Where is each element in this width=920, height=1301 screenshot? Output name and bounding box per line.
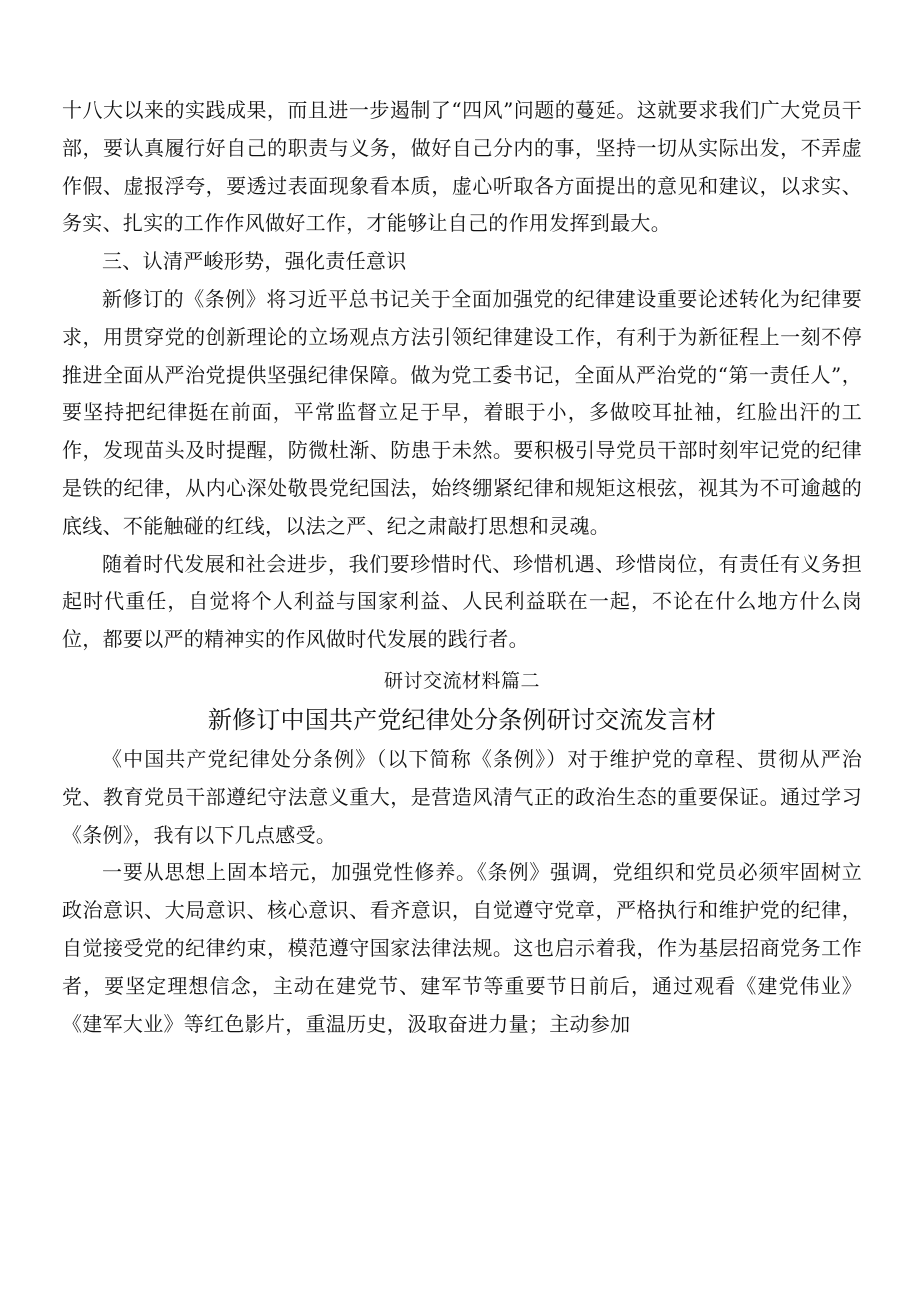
section-three-heading: 三、认清严峻形势，强化责任意识 [102,249,407,274]
section-three-paragraph-1: 新修订的《条例》将习近平总书记关于全面加强党的纪律建设重要论述转化为纪律要求，用贯穿党的创新理论的立场观点方法引领纪律建设工作，有利于为新征程上一刻不停推进全面从严治党提供坚强纪律保障。做为党工委书记，全面从严治党的“第一责任人”，要坚持把纪律挺在前面，平常监督立足于早，着眼于小，多做咬耳扯袖，红脸出汗的工作，发现苗头及时提醒，防微杜渐、防患于未然。要积极引导党员干部时刻牢记党的纪律是铁的纪律，从内心深处敬畏党纪国法，始终绷紧纪律和规矩这根弦，视其为不可逾越的底线、不能触碰的红线，以法之严、纪之肃敲打思想和灵魂。 [62,286,862,538]
document-page [62,92,862,1043]
article-two-title: 新修订中国共产党纪律处分条例研讨交流发言材 [207,705,717,734]
section-three-paragraph-2: 随着时代发展和社会进步，我们要珍惜时代、珍惜机遇、珍惜岗位，有责任有义务担起时代重任，自觉将个人利益与国家利益、人民利益联在一起，不论在什么地方什么岗位，都要以严的精神实的作风做时代发展的践行者。 [62,551,862,652]
continuation-paragraph: 十八大以来的实践成果，而且进一步遏制了“四风”问题的蔓延。这就要求我们广大党员干部，要认真履行好自己的职责与义务，做好自己分内的事，坚持一切从实际出发，不弄虚作假、虚报浮夸，要透过表面现象看本质，虚心听取各方面提出的意见和建议，以求实、务实、扎实的工作作风做好工作，才能够让自己的作用发挥到最大。 [62,98,862,236]
article-two-paragraph-2: 一要从思想上固本培元，加强党性修养。《条例》强调，党组织和党员必须牢固树立政治意识、大局意识、核心意识、看齐意识，自觉遵守党章，严格执行和维护党的纪律，自觉接受党的纪律约束，模范遵守国家法律法规。这也启示着我，作为基层招商党务工作者，要坚定理想信念，主动在建党节、建军节等重要节日前后，通过观看《建党伟业》《建军大业》等红色影片，重温历史，汲取奋进力量；主动参加 [62,860,862,1036]
article-two-label: 研讨交流材料篇二 [383,669,540,692]
article-two-paragraph-1: 《中国共产党纪律处分条例》（以下简称《条例》）对于维护党的章程、贯彻从严治党、教育党员干部遵纪守法意义重大，是营造风清气正的政治生态的重要保证。通过学习《条例》，我有以下几点感受。 [62,746,862,847]
